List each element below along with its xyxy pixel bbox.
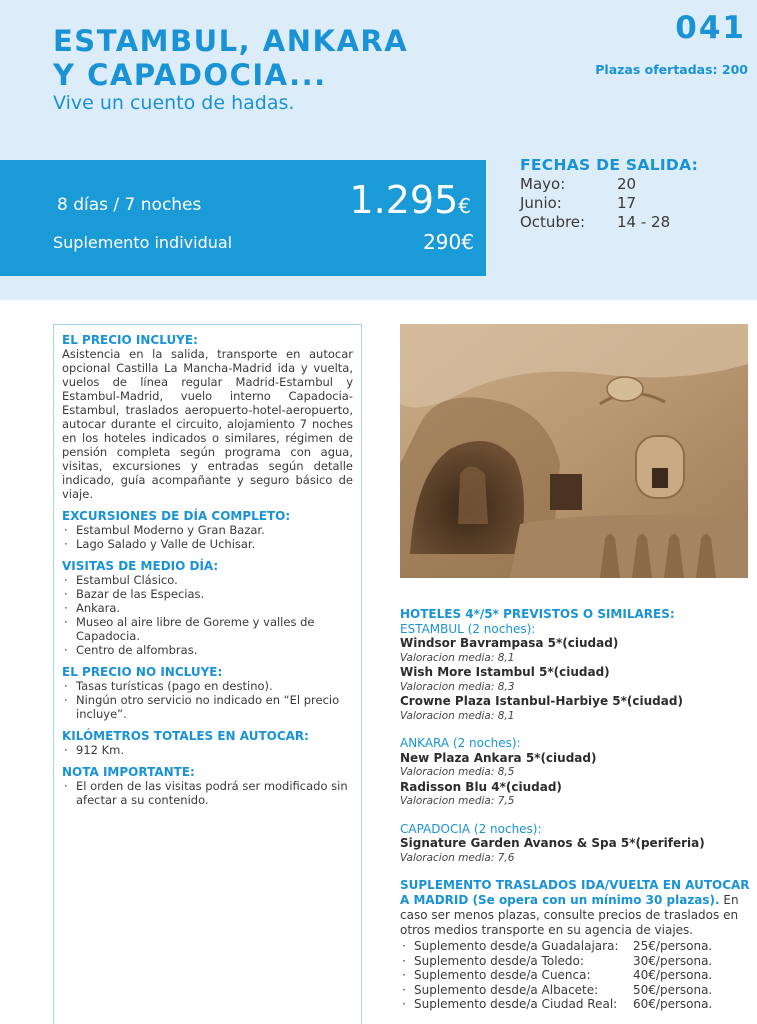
page-title	[53, 24, 473, 92]
hotel-name: Windsor Bavrampasa 5*(ciudad)	[400, 636, 619, 650]
price-currency: €	[458, 194, 471, 218]
date-row	[520, 175, 750, 194]
departure-dates	[520, 156, 750, 232]
hotel-name: Wish More Istambul 5*(ciudad)	[400, 665, 610, 679]
supplement-origin: · Suplemento desde/a Toledo:	[414, 953, 584, 968]
supplement-label: Suplemento individual	[53, 233, 233, 252]
supplement-origin: · Suplemento desde/a Guadalajara:	[414, 939, 619, 953]
city-block	[400, 736, 752, 809]
supplement-origin: · Suplemento desde/a Albacete:	[414, 982, 599, 997]
date-row	[520, 194, 750, 213]
km-list	[62, 743, 353, 757]
not-included-list	[62, 679, 353, 721]
dates-heading: FECHAS DE SALIDA:	[520, 156, 699, 174]
supplement-currency: €	[461, 230, 474, 254]
city-block	[400, 822, 752, 866]
hotel-name: Crowne Plaza Istanbul-Harbiye 5*(ciudad)	[400, 694, 683, 708]
full-day-title: EXCURSIONES DE DÍA COMPLETO:	[62, 509, 291, 523]
date-month: Mayo:	[520, 175, 566, 193]
hotel-rating: Valoracion media: 8,5	[400, 766, 515, 778]
km-title: KILÓMETROS TOTALES EN AUTOCAR:	[62, 729, 309, 743]
note-list	[62, 779, 353, 807]
supplement-row	[400, 997, 752, 1012]
full-day-section	[62, 509, 353, 551]
supplement-price: 25€/persona.	[633, 939, 713, 953]
half-day-list	[62, 573, 353, 657]
includes-title: EL PRECIO INCLUYE:	[62, 333, 198, 347]
list-item: · Museo al aire libre de Goreme y valles de Capadocia.	[62, 615, 353, 643]
supplements-text: En caso ser menos plazas, consulte precios de traslados en otros medios transporte en su agencia de viajes.	[400, 893, 739, 937]
note-title: NOTA IMPORTANTE:	[62, 765, 195, 779]
supplement-price: 30€/persona.	[633, 953, 713, 968]
title-line-1: ESTAMBUL, ANKARA	[53, 24, 409, 58]
date-days: 14 - 28	[617, 213, 671, 231]
list-item: · Bazar de las Especias.	[62, 587, 353, 601]
supplement-origin: · Suplemento desde/a Cuenca:	[414, 968, 591, 982]
city-name: CAPADOCIA (2 noches):	[400, 821, 542, 836]
hotel-name: Signature Garden Avanos & Spa 5*(periferia)	[400, 836, 705, 850]
list-item: · El orden de las visitas podrá ser modificado sin afectar a su contenido.	[62, 779, 353, 807]
date-row	[520, 213, 750, 232]
city-name: ANKARA (2 noches):	[400, 736, 521, 750]
supplement-price: 50€/persona.	[633, 982, 713, 997]
hotels-and-supplements	[400, 607, 752, 1012]
hotel-rating: Valoracion media: 8,3	[400, 680, 515, 693]
hotel-rating: Valoracion media: 8,1	[400, 651, 515, 664]
supplement-value: 290	[423, 230, 462, 254]
date-days: 20	[617, 175, 637, 193]
includes-section	[62, 333, 353, 501]
supplement-price: 40€/persona.	[633, 968, 713, 982]
date-month: Octubre:	[520, 213, 586, 231]
trip-price	[349, 178, 471, 228]
list-item: · Estambul Clásico.	[62, 573, 353, 587]
supplement-price	[423, 230, 474, 254]
city-name: ESTAMBUL (2 noches):	[400, 621, 536, 636]
date-days: 17	[617, 194, 637, 212]
supplement-row	[400, 968, 752, 983]
supplement-row	[400, 983, 752, 998]
trip-code: 041	[675, 10, 746, 46]
supplement-row	[400, 954, 752, 969]
page-subtitle: Vive un cuento de hadas.	[53, 92, 295, 114]
plazas-offered: Plazas ofertadas: 200	[595, 62, 748, 77]
city-block	[400, 622, 752, 724]
trip-duration: 8 días / 7 noches	[57, 195, 202, 215]
not-included-title: EL PRECIO NO INCLUYE:	[62, 665, 223, 679]
not-included-section	[62, 665, 353, 721]
hotel-rating: Valoracion media: 7,6	[400, 851, 515, 864]
half-day-title: VISITAS DE MEDIO DÍA:	[62, 559, 219, 573]
hotel-rating: Valoracion media: 8,1	[400, 709, 515, 722]
list-item: · Estambul Moderno y Gran Bazar.	[62, 523, 353, 537]
hotel-rating: Valoracion media: 7,5	[400, 795, 515, 807]
list-item: · Centro de alfombras.	[62, 643, 353, 657]
list-item: · Ningún otro servicio no indicado en “El precio incluye”.	[62, 693, 353, 721]
list-item: · 912 Km.	[62, 743, 353, 757]
full-day-list	[62, 523, 353, 551]
supplements-intro	[400, 878, 752, 938]
hotel-name: Radisson Blu 4*(ciudad)	[400, 779, 562, 794]
hotel-name: New Plaza Ankara 5*(ciudad)	[400, 750, 597, 765]
title-line-2: Y CAPADOCIA...	[53, 58, 327, 92]
price-box	[0, 160, 486, 276]
date-month: Junio:	[520, 194, 562, 212]
list-item: · Lago Salado y Valle de Uchisar.	[62, 537, 353, 551]
list-item: · Tasas turísticas (pago en destino).	[62, 679, 353, 693]
supplements-title: SUPLEMENTO TRASLADOS IDA/VUELTA EN AUTOCAR A MADRID (Se opera con un mínimo 30 plazas).	[400, 878, 750, 907]
half-day-section	[62, 559, 353, 657]
km-section	[62, 729, 353, 757]
note-section	[62, 765, 353, 807]
supplement-row	[400, 939, 752, 954]
price-value: 1.295	[349, 178, 459, 222]
includes-body: Asistencia en la salida, transporte en autocar opcional Castilla La Mancha-Madrid ida y vuelta, vuelos de línea regular Madrid-Estambul y Estambul-Madrid, vuelo interno Capadocia-Estambul, traslados aeropuerto-hotel-aeropuerto, autocar durante el circuito, alojamiento 7 noches en los hoteles indicados o similares, régimen de pensión completa según programa con agua, visitas, excursiones y entradas según detalle indicado, guía acompañante y seguro básico de viaje.	[62, 347, 353, 501]
supplement-origin: · Suplemento desde/a Ciudad Real:	[414, 997, 618, 1011]
cappadocia-cave-photo	[400, 324, 748, 578]
supplement-price: 60€/persona.	[633, 997, 713, 1011]
list-item: · Ankara.	[62, 601, 353, 615]
hotels-title: HOTELES 4*/5* PREVISTOS O SIMILARES:	[400, 607, 675, 621]
conditions-box	[53, 324, 362, 1024]
